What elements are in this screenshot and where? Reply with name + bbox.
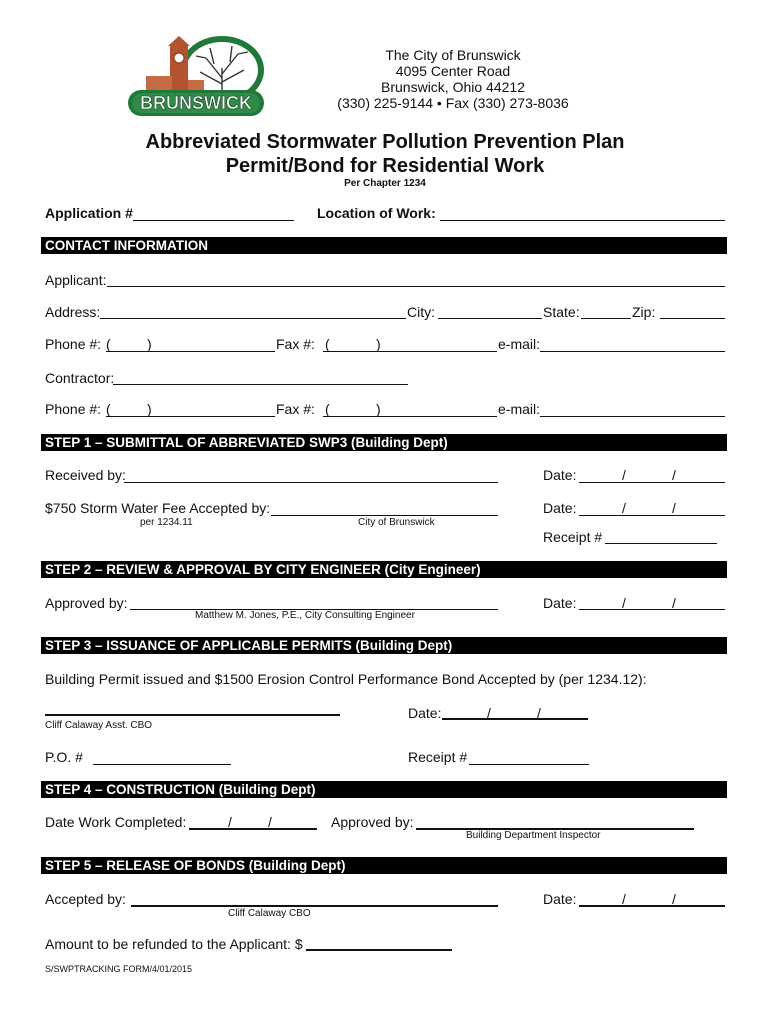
contractor-email-label: e-mail: <box>498 401 541 417</box>
location-field[interactable] <box>440 220 725 221</box>
step5-heading-bar <box>41 857 727 874</box>
city-field[interactable] <box>438 318 542 319</box>
date-completed-field[interactable] <box>189 828 317 830</box>
title-line-2: Permit/Bond for Residential Work <box>225 155 545 177</box>
step5-date-field[interactable] <box>579 905 725 907</box>
step4-heading-bar <box>41 781 727 798</box>
step2-date-label: Date: <box>543 595 577 611</box>
po-field[interactable] <box>93 764 231 765</box>
contractor-fax-paren-open: ( <box>325 401 330 417</box>
state-label: State: <box>543 304 580 320</box>
city-state-zip: Brunswick, Ohio 44212 <box>381 79 525 95</box>
application-field[interactable] <box>133 220 294 221</box>
step3-signature-field[interactable] <box>45 714 340 716</box>
fee-date-slash-2: / <box>672 500 676 516</box>
step3-signer-note: Cliff Calaway Asst. CBO <box>45 720 153 731</box>
applicant-phone-field[interactable] <box>106 351 275 352</box>
contractor-fax-label: Fax #: <box>276 401 315 417</box>
contact-heading-bar <box>41 237 727 254</box>
permit-issued-text: Building Permit issued and $1500 Erosion Control Performance Bond Accepted by (per 1234.12): <box>45 671 647 687</box>
step2-heading-bar <box>41 561 727 578</box>
applicant-email-label: e-mail: <box>498 336 541 352</box>
contractor-fax-field[interactable] <box>323 416 497 417</box>
step1-date-label: Date: <box>543 467 577 483</box>
step5-signer-note: Cliff Calaway CBO <box>228 908 311 919</box>
step2-date-field[interactable] <box>579 609 725 610</box>
refund-label: Amount to be refunded to the Applicant: $ <box>45 936 303 952</box>
date-completed-slash-1: / <box>228 814 232 830</box>
step3-heading-bar <box>41 637 727 654</box>
applicant-field[interactable] <box>107 286 725 287</box>
step3-receipt-field[interactable] <box>469 764 589 765</box>
fee-accepted-field[interactable] <box>271 515 498 516</box>
contractor-phone-paren-close: ) <box>147 401 152 417</box>
step2-heading: STEP 2 – REVIEW & APPROVAL BY CITY ENGINEER (City Engineer) <box>45 562 481 577</box>
location-label: Location of Work: <box>317 205 436 221</box>
engineer-note: Matthew M. Jones, P.E., City Consulting Engineer <box>195 610 415 621</box>
step5-date-label: Date: <box>543 891 577 907</box>
applicant-phone-paren-close: ) <box>147 336 152 352</box>
received-by-field[interactable] <box>124 482 498 483</box>
title-line-1: Abbreviated Stormwater Pollution Prevention Plan <box>145 131 625 153</box>
contractor-phone-paren-open: ( <box>106 401 111 417</box>
step3-heading: STEP 3 – ISSUANCE OF APPLICABLE PERMITS (Building Dept) <box>45 638 453 653</box>
step1-date-slash-1: / <box>622 467 626 483</box>
applicant-phone-label: Phone #: <box>45 336 102 352</box>
state-field[interactable] <box>581 318 631 319</box>
step2-date-slash-2: / <box>672 595 676 611</box>
received-by-label: Received by: <box>45 467 126 483</box>
fee-date-label: Date: <box>543 500 577 516</box>
application-label: Application # <box>45 205 133 221</box>
contractor-field[interactable] <box>113 384 408 385</box>
city-address-block <box>318 47 588 111</box>
contractor-fax-paren-close: ) <box>376 401 381 417</box>
city-of-brunswick-note: City of Brunswick <box>358 517 435 528</box>
chapter-note: Per Chapter 1234 <box>344 178 426 189</box>
step1-heading-bar <box>41 434 727 451</box>
date-completed-slash-2: / <box>268 814 272 830</box>
address-field[interactable] <box>100 318 406 319</box>
step1-date-field[interactable] <box>579 482 725 483</box>
clock-tower <box>170 44 188 92</box>
step4-approved-by-label: Approved by: <box>331 814 414 830</box>
accepted-by-field[interactable] <box>131 905 498 907</box>
step5-heading: STEP 5 – RELEASE OF BONDS (Building Dept) <box>45 858 346 873</box>
applicant-label: Applicant: <box>45 272 107 288</box>
approved-by-label: Approved by: <box>45 595 128 611</box>
city-label: City: <box>407 304 435 320</box>
contractor-phone-label: Phone #: <box>45 401 102 417</box>
step1-receipt-field[interactable] <box>605 543 717 544</box>
zip-label: Zip: <box>632 304 656 320</box>
form-id-footer: S/SWPTRACKING FORM/4/01/2015 <box>45 964 193 974</box>
step2-date-slash-1: / <box>622 595 626 611</box>
step1-heading: STEP 1 – SUBMITTAL OF ABBREVIATED SWP3 (Building Dept) <box>45 435 448 450</box>
applicant-fax-paren-close: ) <box>376 336 381 352</box>
applicant-fax-field[interactable] <box>323 351 497 352</box>
po-label: P.O. # <box>45 749 83 765</box>
step5-date-slash-1: / <box>622 891 626 907</box>
zip-field[interactable] <box>660 318 725 319</box>
accepted-by-label: Accepted by: <box>45 891 126 907</box>
fee-date-slash-1: / <box>622 500 626 516</box>
applicant-fax-label: Fax #: <box>276 336 315 352</box>
step3-date-slash-1: / <box>487 705 491 721</box>
step1-receipt-label: Receipt # <box>543 529 603 545</box>
brunswick-logo <box>126 34 270 120</box>
form-title <box>0 130 770 178</box>
street-address: 4095 Center Road <box>395 63 511 79</box>
applicant-phone-paren-open: ( <box>106 336 111 352</box>
contractor-email-field[interactable] <box>540 416 725 417</box>
refund-amount-field[interactable] <box>306 949 452 951</box>
date-completed-label: Date Work Completed: <box>45 814 187 830</box>
fee-date-field[interactable] <box>579 515 725 516</box>
inspector-note: Building Department Inspector <box>466 830 601 841</box>
address-label: Address: <box>45 304 101 320</box>
fee-accepted-label: $750 Storm Water Fee Accepted by: <box>45 500 271 516</box>
step4-heading: STEP 4 – CONSTRUCTION (Building Dept) <box>45 782 316 797</box>
city-name: The City of Brunswick <box>385 47 521 63</box>
step1-date-slash-2: / <box>672 467 676 483</box>
step3-date-slash-2: / <box>537 705 541 721</box>
step3-date-label: Date: <box>408 705 442 721</box>
per-1234-11-note: per 1234.11 <box>140 517 193 528</box>
step5-date-slash-2: / <box>672 891 676 907</box>
phone-fax: (330) 225-9144 • Fax (330) 273-8036 <box>337 95 569 111</box>
contractor-phone-field[interactable] <box>106 416 275 417</box>
applicant-email-field[interactable] <box>540 351 725 352</box>
logo-text: BRUNSWICK <box>140 93 252 113</box>
step3-date-field[interactable] <box>442 718 588 720</box>
step3-receipt-label: Receipt # <box>408 749 468 765</box>
contractor-label: Contractor: <box>45 370 115 386</box>
applicant-fax-paren-open: ( <box>325 336 330 352</box>
contact-heading: CONTACT INFORMATION <box>45 238 208 253</box>
